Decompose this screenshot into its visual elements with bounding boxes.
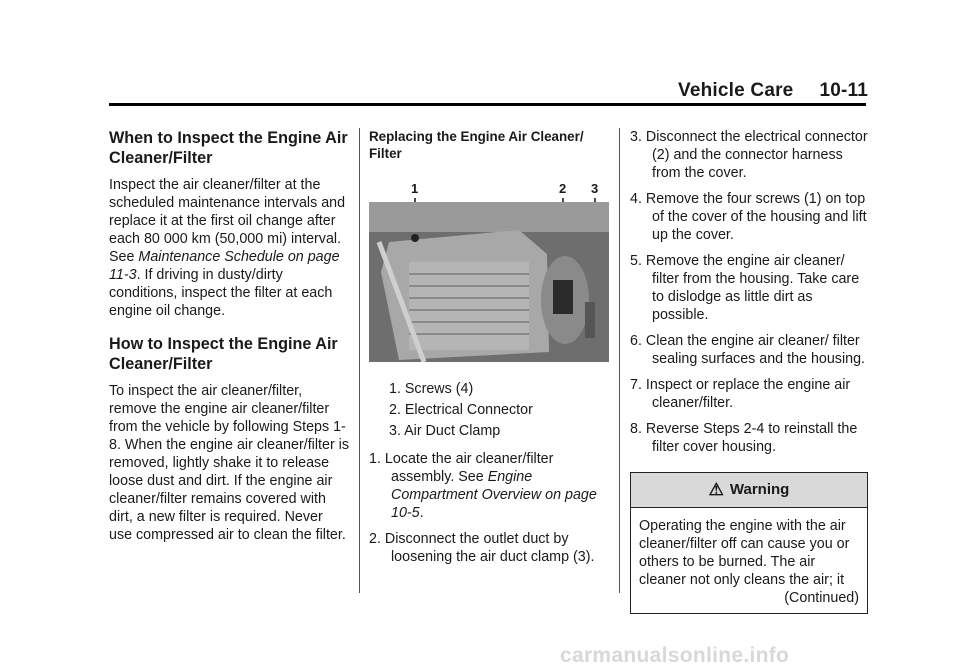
header-rule [109, 103, 866, 106]
callout-3: 3 [591, 181, 599, 196]
heading-when-to-inspect: When to Inspect the Engine Air Cleaner/Filter [109, 129, 348, 167]
link-maintenance-schedule[interactable]: Maintenance Schedule on page 11-3 [109, 249, 340, 283]
warning-text: Operating the engine with the air cleaner/filter off can cause you or others to be burned. The air cleaner not only cleans the air; it [639, 518, 850, 588]
page-header [678, 80, 868, 102]
heading-how-to-inspect: How to Inspect the Engine Air Cleaner/Filter [109, 335, 338, 373]
step-3: 3. Disconnect the electrical connector (2) and the connector harness from the cover. [630, 129, 868, 181]
steps-list-col2 [369, 450, 609, 566]
step-4: 4. Remove the four screws (1) on top of the cover of the housing and lift up the cover. [630, 191, 867, 243]
continued-label: (Continued) [784, 590, 859, 606]
column-1 [109, 128, 349, 544]
paragraph-how-to-inspect: To inspect the air cleaner/filter, remove the engine air cleaner/filter from the vehicle by following Steps 1-8. When the engine air cleaner/filter is removed, lightly shake it to release loose dust and dirt. If the engine air cleaner/filter remains covered with dirt, a new filter is required. Never use compressed air to clean the filter. [109, 383, 349, 543]
watermark: carmanualsonline.info [560, 644, 790, 667]
column-divider [619, 128, 620, 593]
step-1: 1. Locate the air cleaner/filter assembly. See Engine Compartment Overview on page 10-5. [369, 451, 597, 521]
subheading-replacing-filter: Replacing the Engine Air Cleaner/ Filter [369, 129, 584, 161]
paragraph-inspect-interval: Inspect the air cleaner/filter at the scheduled maintenance intervals and replace it at the first oil change after each 80 000 km (50,000 mi) interval. See Maintenance Schedule on page 11-3. If driving in dusty/dirty conditions, inspect the filter at each engine oil change. [109, 177, 346, 319]
steps-list-col3 [630, 128, 868, 456]
air-cleaner-figure [369, 180, 609, 370]
column-divider [359, 128, 360, 593]
legend-item: 1. Screws (4) [389, 381, 474, 397]
step-8: 8. Reverse Steps 2-4 to reinstall the filter cover housing. [630, 421, 858, 455]
step-7: 7. Inspect or replace the engine air cleaner/filter. [630, 377, 851, 411]
warning-box [630, 472, 868, 614]
callout-1: 1 [411, 181, 419, 196]
warning-body [631, 508, 867, 613]
engine-air-cleaner-photo [369, 202, 609, 362]
step-6: 6. Clean the engine air cleaner/ filter sealing surfaces and the housing. [630, 333, 866, 367]
page-number: 10-11 [819, 80, 868, 101]
section-title: Vehicle Care [678, 80, 794, 101]
legend-item: 3. Air Duct Clamp [389, 423, 501, 439]
warning-triangle-icon: ⚠ [708, 480, 724, 499]
warning-title: Warning [729, 481, 790, 498]
step-2: 2. Disconnect the outlet duct by loosening the air duct clamp (3). [369, 531, 595, 565]
warning-header [631, 473, 867, 508]
figure-legend [389, 380, 609, 440]
column-2 [369, 128, 609, 574]
column-3 [630, 128, 868, 614]
legend-item: 2. Electrical Connector [389, 402, 533, 418]
callout-2: 2 [559, 181, 567, 196]
step-5: 5. Remove the engine air cleaner/ filter from the housing. Take care to dislodge as little dirt as possible. [630, 253, 860, 323]
link-engine-compartment[interactable]: Engine Compartment Overview on page 10-5 [391, 469, 597, 521]
